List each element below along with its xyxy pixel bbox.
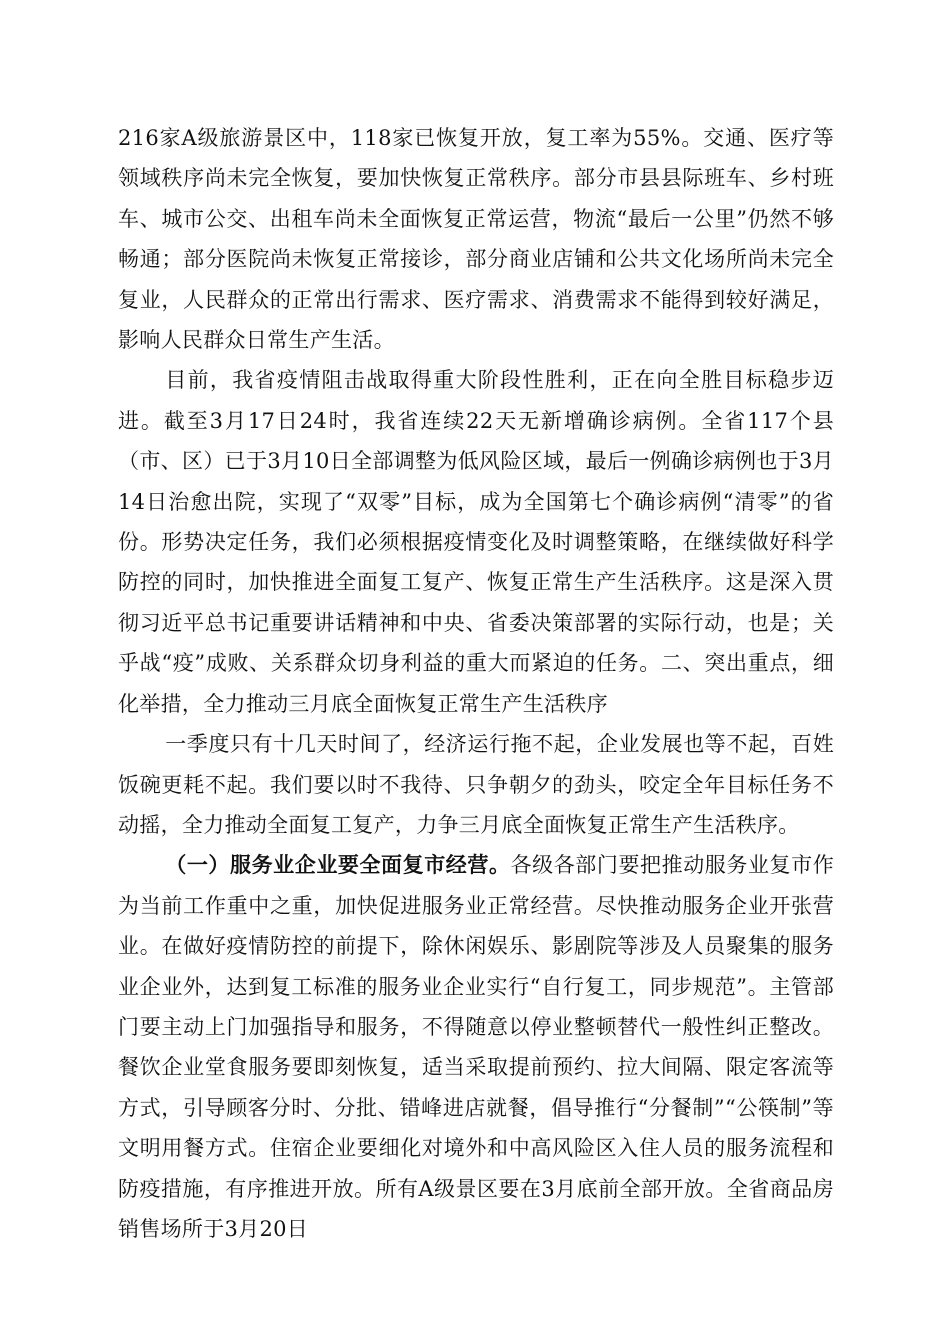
paragraph-2: [118, 360, 834, 724]
paragraph-1-text: 216家A级旅游景区中，118家已恢复开放，复工率为55%。交通、医疗等领域秩序尚未完全恢复，要加快恢复正常秩序。部分市县县际班车、乡村班车、城市公交、出租车尚未全面恢复正常运营，物流“最后一公里”仍然不够畅通；部分医院尚未恢复正常接诊，部分商业店铺和公共文化场所尚未完全复业，人民群众的正常出行需求、医疗需求、消费需求不能得到较好满足，影响人民群众日常生产生活。: [118, 126, 834, 353]
paragraph-4: [118, 845, 834, 1249]
paragraph-3-text: 一季度只有十几天时间了，经济运行拖不起，企业发展也等不起，百姓饭碗更耗不起。我们要以时不我待、只争朝夕的劲头，咬定全年目标任务不动摇，全力推动全面复工复产，力争三月底全面恢复正常生产生活秩序。: [118, 732, 834, 837]
paragraph-4-text: 各级各部门要把推动服务业复市作为当前工作重中之重，加快促进服务业正常经营。尽快推动服务企业开张营业。在做好疫情防控的前提下，除休闲娱乐、影剧院等涉及人员聚集的服务业企业外，达到复工标准的服务业企业实行“自行复工，同步规范”。主管部门要主动上门加强指导和服务，不得随意以停业整顿替代一般性纠正整改。餐饮企业堂食服务要即刻恢复，适当采取提前预约、拉大间隔、限定客流等方式，引导顾客分时、分批、错峰进店就餐，倡导推行“分餐制”“公筷制”等文明用餐方式。住宿企业要细化对境外和中高风险区入住人员的服务流程和防疫措施，有序推进开放。所有A级景区要在3月底前全部开放。全省商品房销售场所于3月20日: [118, 853, 834, 1241]
document-body: [118, 118, 834, 1249]
paragraph-2-text: 目前，我省疫情阻击战取得重大阶段性胜利，正在向全胜目标稳步迈进。截至3月17日24时，我省连续22天无新增确诊病例。全省117个县（市、区）已于3月10日全部调整为低风险区域，最后一例确诊病例也于3月14日治愈出院，实现了“双零”目标，成为全国第七个确诊病例“清零”的省份。形势决定任务，我们必须根据疫情变化及时调整策略，在继续做好科学防控的同时，加快推进全面复工复产、恢复正常生产生活秩序。这是深入贯彻习近平总书记重要讲话精神和中央、省委决策部署的实际行动，也是；关乎战“疫”成败、关系群众切身利益的重大而紧迫的任务。二、突出重点，细化举措，全力推动三月底全面恢复正常生产生活秩序: [118, 368, 834, 716]
section-heading: （一）服务业企业要全面复市经营。: [165, 852, 511, 878]
paragraph-1: [118, 118, 834, 360]
paragraph-3: [118, 724, 834, 845]
